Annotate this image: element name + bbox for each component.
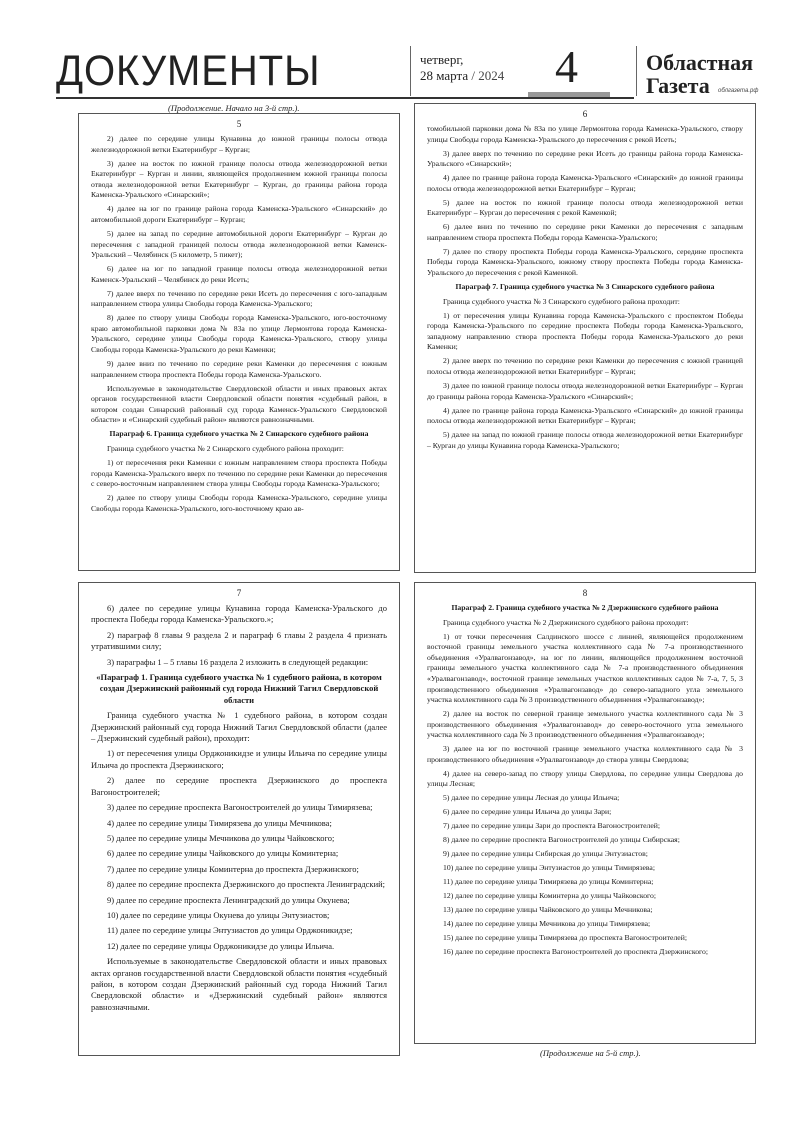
text-paragraph: Граница судебного участка № 2 Синарского судебного района проходит: — [107, 443, 344, 453]
text-paragraph: 6) далее на юг по западной границе полосы отвода железнодорожной ветки Каменск-Уральский – Челябинск до реки Исеть; — [91, 264, 387, 284]
paragraph-heading: Параграф 6. Граница судебного участка № 2 Синарского судебного района — [109, 429, 369, 439]
text-paragraph: 14) далее по середине улицы Мечникова до улицы Тимирязева; — [443, 919, 651, 929]
text-paragraph: 8) далее по створу улицы Свободы города Каменска-Уральского, юго-восточному краю автомобильной парковки дома № 83а по улице Лермонтова города Каменска-Уральского, середине улицы Свободы города Каменска-Уральского, створу улицы Свободы города Каменска-Уральского до реки Каменки; — [91, 313, 387, 355]
continued-on-note: (Продолжение на 5-й стр.). — [540, 1048, 641, 1058]
text-paragraph: 9) далее по середине проспекта Ленинградский до улицы Окунева; — [107, 894, 350, 905]
panel-5 — [78, 113, 400, 571]
panel-7 — [78, 582, 400, 1056]
text-paragraph: 2) далее по середине проспекта Дзержинского до проспекта Вагоностроителей; — [91, 775, 387, 797]
text-paragraph: Используемые в законодательстве Свердловской области и иных правовых актах органов государственной власти Свердловской области понятия «судебный район, в котором создан Синарский районный суд города Каменск-Уральского Свердловской области» и «Синарский судебный район» являются равнозначными. — [91, 383, 387, 425]
panel-number: 6 — [582, 109, 588, 119]
paragraph-heading: «Параграф 1. Граница судебного участка № 1 судебного района, в котором создан Дзержинский районный суд города Нижний Тагил Свердловской области — [96, 672, 382, 705]
text-paragraph: Граница судебного участка № 2 Дзержинского судебного района проходит: — [443, 617, 689, 627]
text-paragraph: 3) далее вверх по течению по середине реки Исеть до границы района города Каменска-Уральского «Синарский»; — [427, 148, 743, 169]
panel-6 — [414, 103, 756, 573]
panel-number: 5 — [236, 119, 242, 129]
text-paragraph: 10) далее по середине улицы Энтузиастов до улицы Тимирязева; — [443, 863, 655, 873]
paper-logo-line1: Областная — [646, 50, 754, 75]
paper-site: облгазета.рф — [718, 88, 759, 94]
text-paragraph: 4) далее по границе района города Каменска-Уральского «Синарский» до южной границы полосы отвода железнодорожной ветки Екатеринбург – Курган; — [427, 173, 743, 193]
text-paragraph: 3) далее на восток по южной границе полосы отвода железнодорожной ветки Екатеринбург – Курган и линии, являющейся продолжением южной границы полосы отвода железнодорожной ветки Екатеринбург – Курган, до границы района города Каменска-Уральского «Синарский»; — [91, 158, 387, 200]
text-paragraph: Граница судебного участка № 1 судебного района, в котором создан Дзержинский районный суд города Нижний Тагил Свердловской области (далее – Дзержинский судебный район), проходит: — [91, 710, 387, 744]
text-paragraph: 5) далее на запад по середине автомобильной дороги Екатеринбург – Курган до пересечения с западной границей полосы отвода железнодорожной ветки Каменск-Уральский – Челябинск (5 километр, 5 пикет); — [91, 228, 387, 260]
paper-logo-line2: Газета — [646, 73, 710, 98]
masthead — [0, 0, 800, 100]
text-paragraph: 1) от пересечения улицы Орджоникидзе и улицы Ильича по середине улицы Ильича до проспекта Дзержинского; — [91, 748, 387, 770]
text-paragraph: 6) далее по середине улицы Ильича до улицы Зари; — [443, 807, 612, 817]
text-paragraph: 5) далее на восток по южной границе полосы отвода железнодорожной ветки Екатеринбург – Курган до пересечения с рекой Каменкой; — [427, 197, 743, 218]
text-paragraph: 7) далее по створу проспекта Победы города Каменска-Уральского, середине проспекта Победы города Каменска-Уральского, южному створу проспекта Победы города Каменска-Уральского до пересечения с рекой Каменкой. — [427, 246, 743, 278]
text-paragraph: 2) далее по створу улицы Свободы города Каменска-Уральского, середине улицы Свободы города Каменска-Уральского, юго-восточному краю ав- — [91, 493, 387, 513]
masthead-divider — [410, 46, 411, 96]
paragraph-heading: Параграф 2. Граница судебного участка № 2 Дзержинского судебного района — [451, 603, 719, 612]
text-paragraph: 6) далее по середине улицы Кунавина города Каменска-Уральского до проспекта Победы города Каменска-Уральского.»; — [91, 603, 387, 625]
text-paragraph: 4) далее по середине улицы Тимирязева до улицы Мечникова; — [107, 817, 332, 828]
text-paragraph: 11) далее по середине улицы Тимирязева до улицы Коминтерна; — [443, 877, 654, 887]
panel-number: 8 — [582, 588, 588, 598]
panel-number: 7 — [236, 588, 242, 598]
text-paragraph: 3) далее по южной границе полосы отвода железнодорожной ветки Екатеринбург – Курган до границы района города Каменска-Уральского «Синарский»; — [427, 380, 743, 401]
section-title: ДОКУМЕНТЫ — [56, 47, 321, 95]
text-paragraph: 3) далее по середине проспекта Вагоностроителей до улицы Тимирязева; — [107, 802, 373, 813]
text-paragraph: 1) от пересечения улицы Кунавина города Каменска-Уральского с проспектом Победы города Каменска-Уральского по середине проспекта Победы города Каменска-Уральского, западному направлению створа проспекта Победы города Каменска-Уральского до реки Каменки; — [427, 310, 743, 352]
text-paragraph: 16) далее по середине проспекта Вагоностроителей до проспекта Дзержинского; — [443, 947, 708, 957]
text-paragraph: 8) далее по середине проспекта Дзержинского до проспекта Ленинградский; — [107, 879, 386, 890]
text-paragraph: 5) далее по середине улицы Мечникова до улицы Чайковского; — [107, 832, 335, 843]
text-paragraph: 9) далее вниз по течению по середине реки Каменки до пересечения с южным направлением створа проспекта Победы города Каменска-Уральского. — [91, 359, 387, 379]
page-number: 4 — [555, 41, 578, 92]
text-paragraph: 11) далее по середине улицы Энтузиастов до улицы Орджоникидзе; — [107, 925, 353, 936]
text-paragraph: 3) далее на юг по восточной границе земельного участка коллективного сада № 3 производственного объединения «Уралвагонзавод» до створа улицы Свердлова; — [427, 744, 743, 764]
text-paragraph: 6) далее вниз по течению по середине реки Каменки до пересечения с западным направлением створа проспекта Победы города Каменска-Уральского; — [427, 222, 743, 242]
text-paragraph: 12) далее по середине улицы Орджоникидзе до улицы Ильича. — [107, 940, 335, 951]
text-paragraph: 3) параграфы 1 – 5 главы 16 раздела 2 изложить в следующей редакции: — [107, 656, 369, 667]
issue-day-month: 28 марта — [420, 68, 469, 83]
text-paragraph: 7) далее по середине улицы Коминтерна до проспекта Дзержинского; — [107, 863, 359, 874]
text-paragraph: 2) далее по середине улицы Кунавина до южной границы полосы отвода железнодорожной ветки Екатеринбург – Курган; — [91, 134, 387, 154]
text-paragraph: 2) далее вверх по течению по середине реки Каменки до пересечения с южной границей полосы отвода железнодорожной ветки Екатеринбург – Курган; — [427, 356, 743, 376]
text-paragraph: 4) далее по границе района города Каменска-Уральского «Синарский» до южной границы полосы отвода железнодорожной ветки Екатеринбург – Курган; — [427, 405, 743, 426]
text-paragraph: 13) далее по середине улицы Чайковского до улицы Мечникова; — [443, 905, 653, 915]
text-paragraph: 4) далее на юг по границе района города Каменска-Уральского «Синарский» до автомобильной дороги Екатеринбург – Курган; — [91, 204, 387, 224]
text-paragraph: 7) далее по середине улицы Зари до проспекта Вагоностроителей; — [443, 821, 660, 831]
issue-date — [420, 52, 504, 84]
text-paragraph: 12) далее по середине улицы Коминтерна до улицы Чайковского; — [443, 891, 656, 901]
masthead-divider-2 — [636, 46, 637, 96]
issue-year: / 2024 — [468, 68, 505, 83]
text-paragraph: 8) далее по середине проспекта Вагоностроителей до улицы Сибирская; — [443, 835, 680, 845]
text-paragraph: 5) далее по середине улицы Лесная до улицы Ильича; — [443, 793, 620, 803]
text-paragraph: томобильной парковки дома № 83а по улице Лермонтова города Каменска-Уральского, створу улицы Свободы города Каменска-Уральского до пересечения с рекой Исеть; — [427, 124, 743, 144]
issue-weekday: четверг, — [420, 52, 464, 67]
text-paragraph: 9) далее по середине улицы Сибирская до улицы Энтузиастов; — [443, 849, 648, 859]
text-paragraph: 4) далее на северо-запад по створу улицы Свердлова, по середине улицы Свердлова до улицы Лесная; — [427, 768, 743, 789]
masthead-rule — [56, 97, 634, 99]
text-paragraph: 6) далее по середине улицы Чайковского до улицы Коминтерна; — [107, 848, 339, 859]
paragraph-heading: Параграф 7. Граница судебного участка № 3 Синарского судебного района — [455, 282, 715, 292]
text-paragraph: 1) от пересечения реки Каменки с южным направлением створа проспекта Победы города Каменска-Уральского вверх по течению по середине реки Каменки до пересечения с северо-восточным направлением створа улицы Свободы города Каменска-Уральского; — [91, 457, 387, 489]
text-paragraph: 1) от точки пересечения Салдинского шоссе с линией, являющейся продолжением восточной границы земельного участка коллективного сада № 7-а производственного объединения «Уралвагонзавод», на юг по линии, являющейся продолжением восточной границы земельного участка коллективного сада № 7-а производственного объединения «Уралвагонзавод», восточной границе земельных участков коллективных садов № 7-а, 7, 5, 3 производственного объединения «Уралвагонзавод» до северо-западного угла земельного участка коллективного сада № 3 производственного объединения «Уралвагонзавод»; — [427, 631, 743, 705]
text-paragraph: Используемые в законодательстве Свердловской области и иных правовых актах органов государственной власти Свердловской области понятия «судебный район, в котором создан Дзержинский районный суд города Нижний Тагил Свердловской области» и «Дзержинский судебный район» являются равнозначными. — [91, 956, 387, 1012]
panel-8 — [414, 582, 756, 1044]
text-paragraph: 7) далее вверх по течению по середине реки Исеть до пересечения с юго-западным направлением створа улицы Свободы города Каменска-Уральского; — [91, 288, 387, 309]
text-paragraph: Граница судебного участка № 3 Синарского судебного района проходит: — [443, 296, 680, 306]
text-paragraph: 10) далее по середине улицы Окунева до улицы Энтузиастов; — [107, 909, 330, 920]
continued-from-note: (Продолжение. Начало на 3-й стр.). — [168, 103, 300, 113]
text-paragraph: 2) параграф 8 главы 9 раздела 2 и параграф 6 главы 2 раздела 4 признать утратившими силу; — [91, 629, 387, 652]
text-paragraph: 2) далее на восток по северной границе земельного участка коллективного сада № 3 производственного объединения «Уралвагонзавод» до северо-восточного угла земельного участка коллективного сада № 3 производственного объединения «Уралвагонзавод»; — [427, 709, 743, 740]
text-paragraph: 15) далее по середине улицы Тимирязева до проспекта Вагоностроителей; — [443, 933, 687, 943]
text-paragraph: 5) далее на запад по южной границе полосы отвода железнодорожной ветки Екатеринбург – Курган до улицы Кунавина города Каменска-Уральского; — [427, 430, 743, 450]
